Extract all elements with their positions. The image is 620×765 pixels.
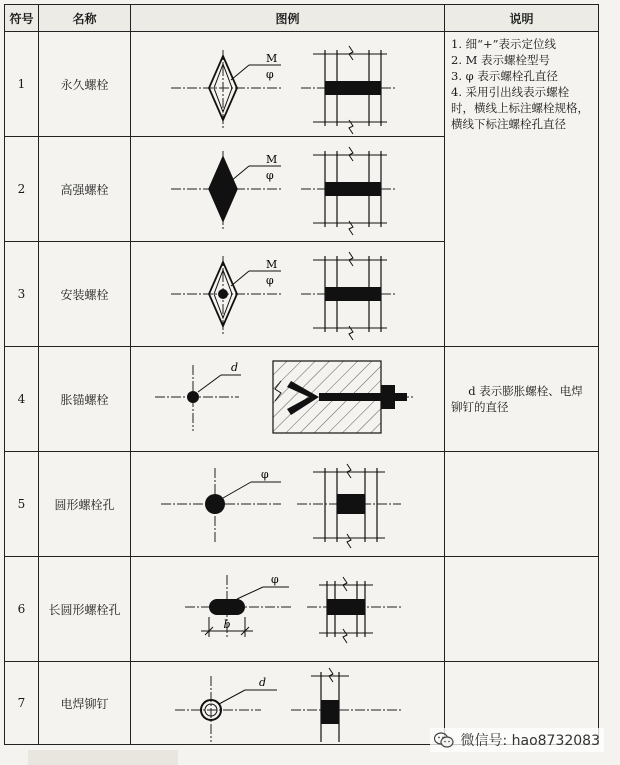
legend-cell	[131, 242, 445, 347]
row-num: 5	[5, 452, 39, 557]
table-row	[5, 347, 599, 452]
permanent-bolt-symbol	[131, 32, 445, 136]
label-phi: φ	[266, 68, 274, 81]
table-row	[5, 452, 599, 557]
row-name: 电焊铆钉	[39, 662, 131, 745]
row-name: 胀锚螺栓	[39, 347, 131, 452]
row-num: 7	[5, 662, 39, 745]
row-num: 4	[5, 347, 39, 452]
label-d: d	[231, 361, 239, 374]
row-name: 高强螺栓	[39, 137, 131, 242]
row-num: 6	[5, 557, 39, 662]
notes-cell-empty	[445, 557, 599, 662]
label-phi: φ	[266, 274, 274, 287]
notes-cell	[445, 32, 599, 347]
notes-cell	[445, 347, 599, 452]
label-b: b	[223, 618, 231, 631]
note-line: d 表示膨胀螺栓、电焊铆钉的直径	[451, 384, 583, 414]
installation-bolt-symbol	[131, 242, 445, 346]
row-num: 3	[5, 242, 39, 347]
header-name: 名称	[39, 5, 131, 32]
slotted-bolt-hole-symbol	[131, 557, 445, 661]
watermark	[430, 728, 604, 752]
row-name: 长圆形螺栓孔	[39, 557, 131, 662]
legend-cell	[131, 347, 445, 452]
label-phi: φ	[261, 468, 269, 481]
header-desc: 说明	[445, 5, 599, 32]
header-num: 符号	[5, 5, 39, 32]
label-phi: φ	[266, 169, 274, 182]
label-m: M	[266, 52, 278, 65]
note-line: 2. M 表示螺栓型号	[451, 53, 551, 67]
expansion-bolt-symbol	[131, 347, 445, 451]
notes-cell-empty	[445, 452, 599, 557]
row-name: 安装螺栓	[39, 242, 131, 347]
label-m: M	[266, 258, 278, 271]
row-num: 1	[5, 32, 39, 137]
weld-rivet-symbol	[131, 662, 445, 744]
legend-cell	[131, 662, 445, 745]
legend-cell	[131, 452, 445, 557]
round-bolt-hole-symbol	[131, 452, 445, 556]
table-header-row	[5, 5, 599, 32]
label-phi: φ	[271, 573, 279, 586]
footer-strip	[28, 750, 178, 765]
watermark-text: 微信号: hao8732083	[460, 733, 600, 749]
row-name: 永久螺栓	[39, 32, 131, 137]
high-strength-bolt-symbol	[131, 137, 445, 241]
table-row	[5, 557, 599, 662]
row-name: 圆形螺栓孔	[39, 452, 131, 557]
note-line: 4. 采用引出线表示螺栓时，横线上标注螺栓规格，横线下标注螺栓孔直径	[451, 85, 589, 131]
wechat-icon	[434, 732, 454, 748]
header-legend: 图例	[131, 5, 445, 32]
legend-cell	[131, 137, 445, 242]
note-line: 1. 细“+”表示定位线	[451, 37, 557, 51]
bolt-symbol-table	[4, 4, 599, 745]
row-num: 2	[5, 137, 39, 242]
legend-cell	[131, 32, 445, 137]
note-line: 3. φ 表示螺栓孔直径	[451, 69, 558, 83]
table-row	[5, 32, 599, 137]
legend-cell	[131, 557, 445, 662]
label-d: d	[259, 676, 267, 689]
label-m: M	[266, 153, 278, 166]
